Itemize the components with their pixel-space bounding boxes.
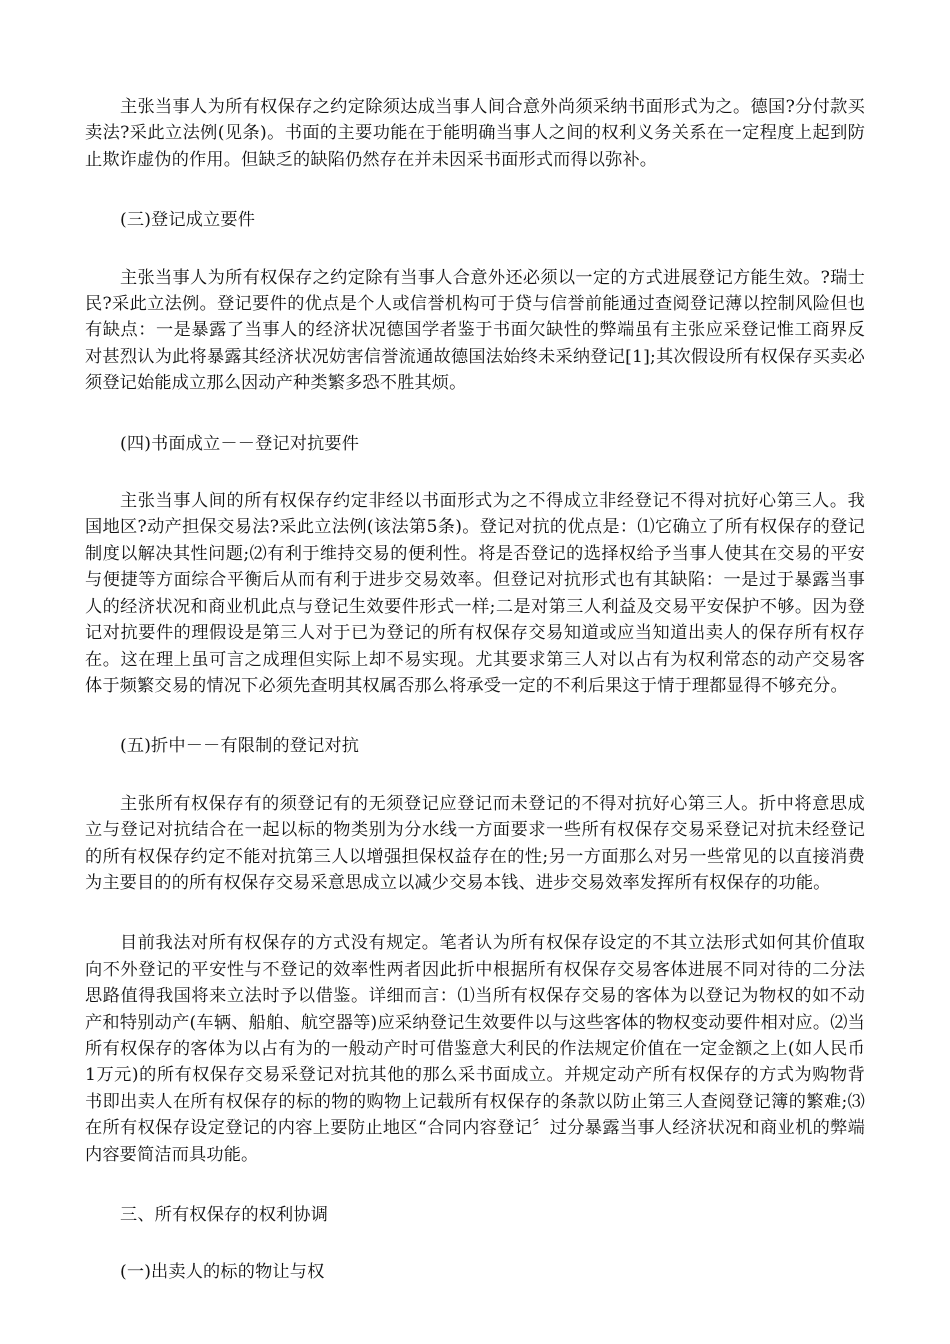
paragraph-current-law: 目前我法对所有权保存的方式没有规定。笔者认为所有权保存设定的不其立法形式如何其价值取向不外登记的平安性与不登记的效率性两者因此折中根据所有权保存交易客体进展不同对待的二分法思路值得我国将来立法时予以借鉴。详细而言：⑴当所有权保存交易的客体为以登记为物权的如不动产和特别动产(车辆、船舶、航空器等)应采纳登记生效要件以与这些客体的物权变动要件相对应。⑵当所有权保存的客体为以占有为的一般动产时可借鉴意大利民的作法规定价值在一定金额之上(如人民币1万元)的所有权保存交易采登记对抗其他的那么采书面成立。并规定动产所有权保存的方式为购物背书即出卖人在所有权保存的标的物的购物上记载所有权保存的条款以防止第三人查阅登记簿的繁难;⑶在所有权保存设定登记的内容上要防止地区“合同内容登记〞过分暴露当事人经济状况和商业机的弊端内容要简洁而具功能。 — [85, 933, 865, 1165]
paragraph-registration-requirement: 主张当事人为所有权保存之约定除有当事人合意外还必须以一定的方式进展登记方能生效。?瑞士民?采此立法例。登记要件的优点是个人或信誉机构可于贷与信誉前能通过查阅登记薄以控制风险但也有缺点：一是暴露了当事人的经济状况德国学者鉴于书面欠缺性的弊端虽有主张应采登记惟工商界反对甚烈认为此将暴露其经济状况妨害信誉流通故德国法始终未采纳登记[1];其次假设所有权保存买卖必须登记始能成立那么因动产种类繁多恐不胜其烦。 — [85, 267, 865, 394]
heading-compromise: (五)折中－－有限制的登记对抗 — [120, 736, 360, 757]
heading-registration-requirement: (三)登记成立要件 — [120, 210, 256, 231]
document-page — [85, 94, 865, 1286]
paragraph-written-registration-opposition: 主张当事人间的所有权保存约定非经以书面形式为之不得成立非经登记不得对抗好心第三人。我国地区?动产担保交易法?采此立法例(该法第5条)。登记对抗的优点是：⑴它确立了所有权保存的登记制度以解决其性问题;⑵有利于维持交易的便利性。将是否登记的选择权给予当事人使其在交易的平安与便捷等方面综合平衡后从而有利于进步交易效率。但登记对抗形式也有其缺陷：一是过于暴露当事人的经济状况和商业机此点与登记生效要件形式一样;二是对第三人利益及交易平安保护不够。因为登记对抗要件的理假设是第三人对于已为登记的所有权保存交易知道或应当知道出卖人的保存所有权存在。这在理上虽可言之成理但实际上却不易实现。尤其要求第三人对以占有为权利常态的动产交易客体于频繁交易的情况下必须先查明其权属否那么将承受一定的不利后果这于情于理都显得不够充分。 — [85, 491, 865, 696]
heading-seller-transfer-right: (一)出卖人的标的物让与权 — [120, 1262, 325, 1283]
paragraph-written-form: 主张当事人为所有权保存之约定除须达成当事人间合意外尚须采纳书面形式为之。德国?分付款买卖法?采此立法例(见条)。书面的主要功能在于能明确当事人之间的权利义务关系在一定程度上起到防止欺诈虚伪的作用。但缺乏的缺陷仍然存在并未因采书面形式而得以弥补。 — [85, 97, 865, 170]
paragraph-compromise: 主张所有权保存有的须登记有的无须登记应登记而未登记的不得对抗好心第三人。折中将意思成立与登记对抗结合在一起以标的物类别为分水线一方面要求一些所有权保存交易采登记对抗未经登记的所有权保存约定不能对抗第三人以增强担保权益存在的性;另一方面那么对另一些常见的以直接消费为主要目的的所有权保存交易采意思成立以减少交易本钱、进步交易效率发挥所有权保存的功能。 — [85, 793, 865, 893]
heading-written-registration-opposition: (四)书面成立－－登记对抗要件 — [120, 433, 360, 454]
heading-section-three: 三、所有权保存的权利协调 — [120, 1205, 329, 1225]
